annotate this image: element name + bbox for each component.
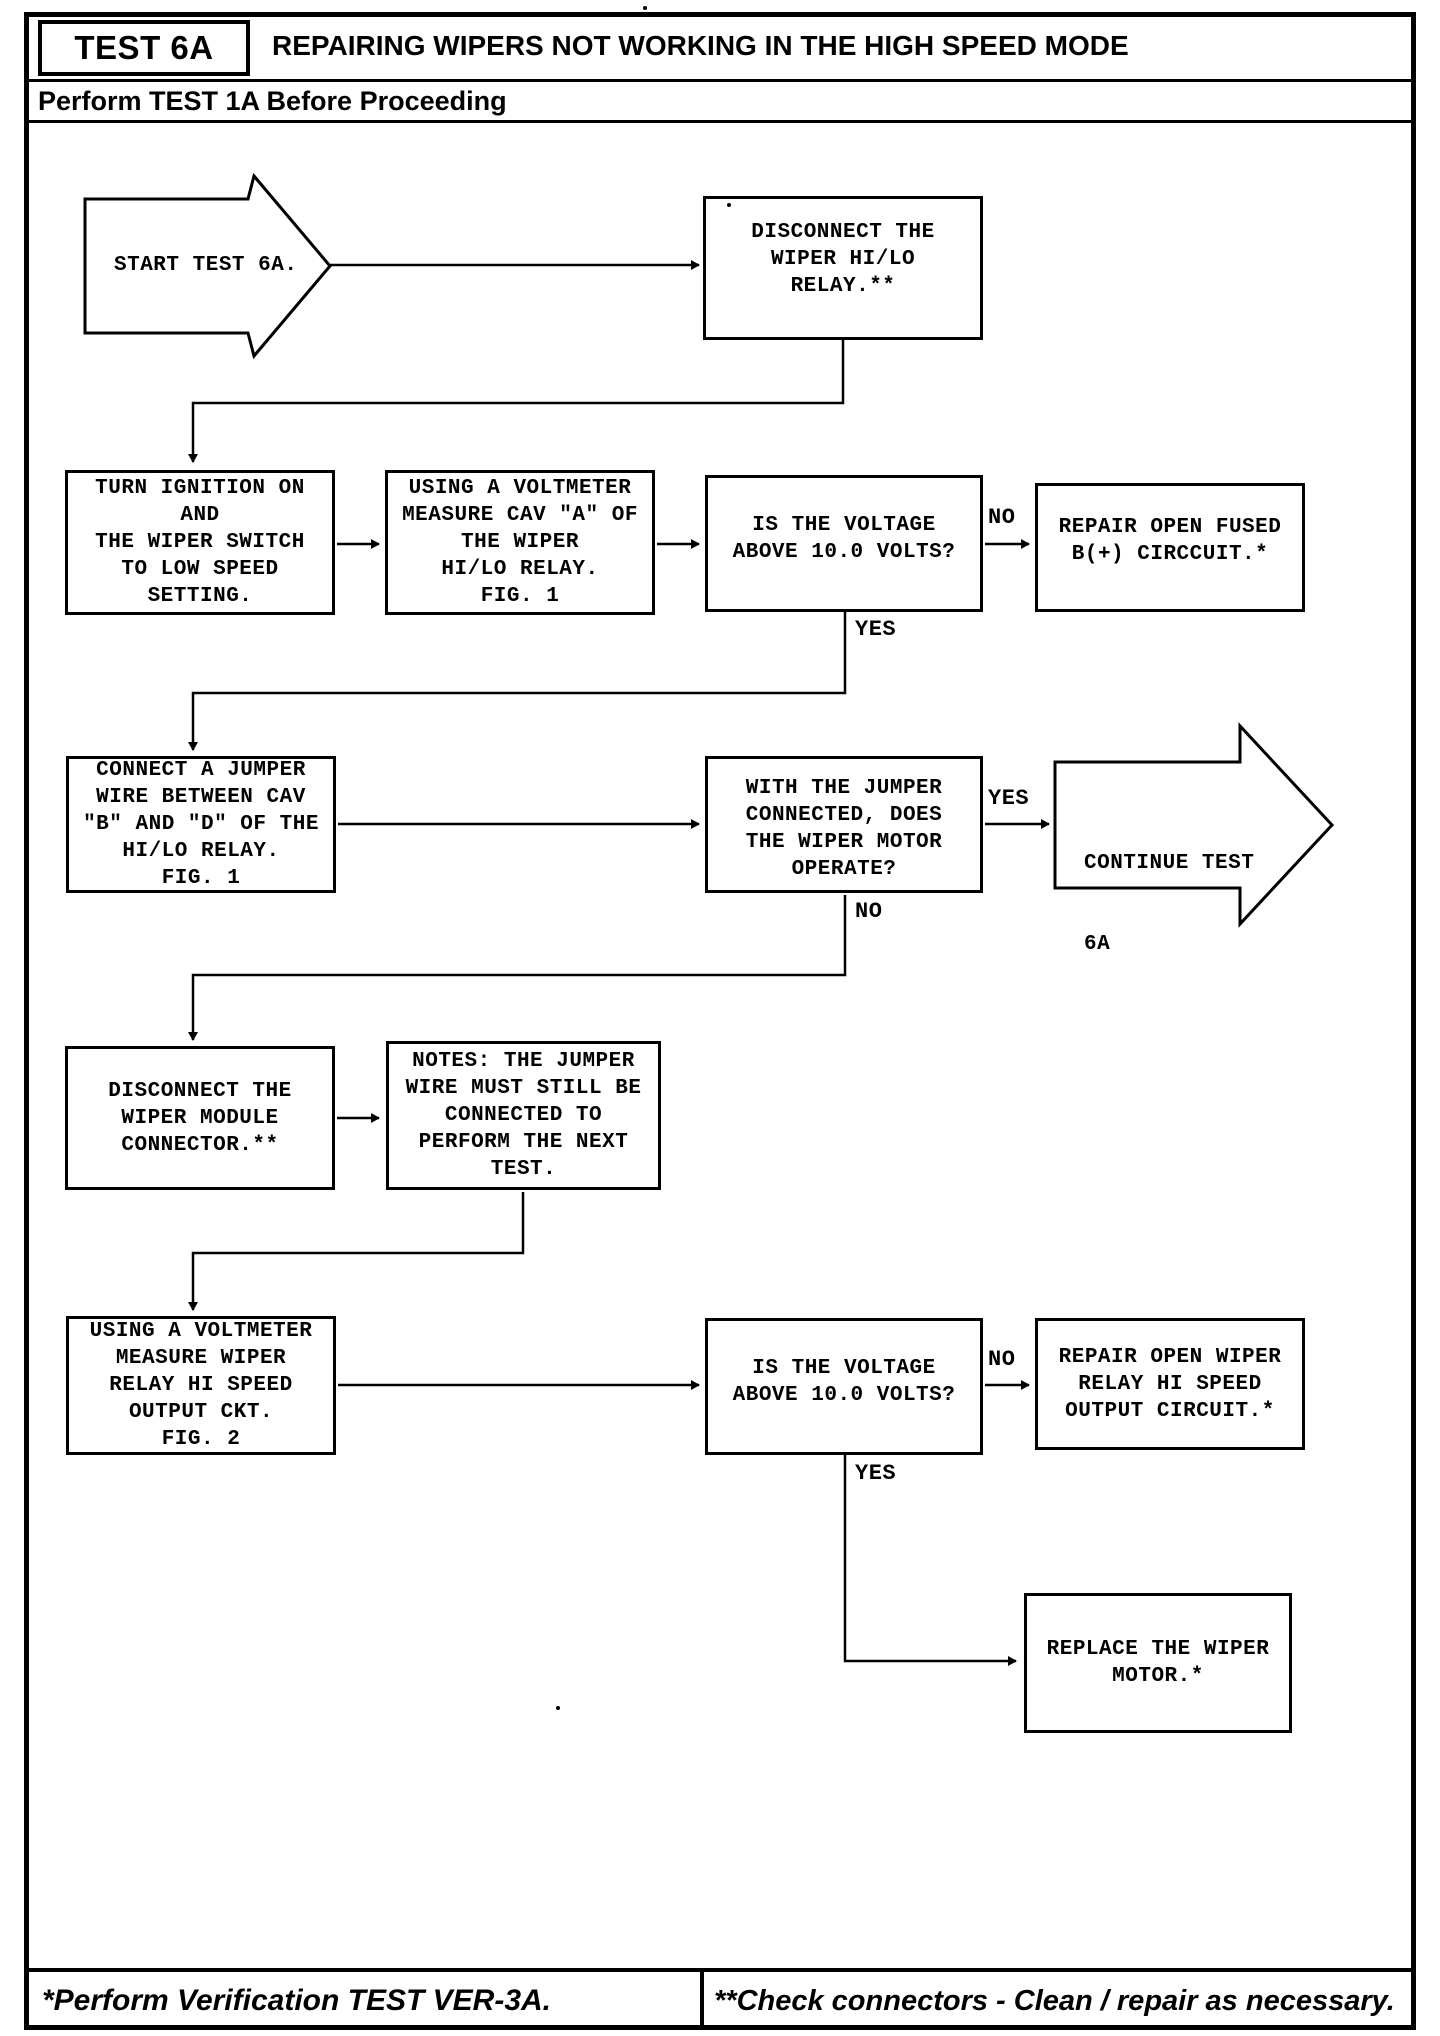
node-text-line: CONNECTOR.** — [121, 1133, 279, 1157]
node-text-line: AND — [180, 504, 220, 527]
scan-artifact-dot — [727, 203, 731, 207]
node-text-line: THE WIPER MOTOR — [745, 831, 943, 854]
node-measure-hi-speed — [66, 1316, 336, 1455]
node-text-line: OUTPUT CKT. — [128, 1401, 274, 1424]
node-text-line: RELAY.** — [790, 275, 896, 298]
footer-divider — [29, 1968, 1411, 1972]
node-text-line: DISCONNECT THE — [108, 1079, 292, 1103]
scan-artifact-dot — [556, 1706, 560, 1710]
node-text-line: IS THE VOLTAGE — [752, 1357, 936, 1380]
node-text-line: CONTINUE TEST — [1084, 852, 1255, 875]
node-text-line: HI/LO RELAY. — [441, 558, 599, 581]
branch-label-yes-3: YES — [855, 1461, 897, 1486]
node-text-line: FIG. 2 — [161, 1428, 241, 1451]
node-text-line: WIPER MODULE — [121, 1106, 279, 1130]
node-repair-hi-speed — [1035, 1318, 1305, 1450]
node-text-line: SETTING. — [147, 585, 253, 608]
scan-artifact-dot — [643, 6, 647, 10]
node-text-line: WITH THE JUMPER — [745, 777, 943, 800]
node-notes-jumper — [386, 1041, 661, 1190]
test-id-label: TEST 6A — [74, 29, 214, 66]
page-subtitle: Perform TEST 1A Before Proceeding — [38, 86, 507, 116]
node-turn-ignition — [65, 470, 335, 615]
node-repair-fused-b — [1035, 483, 1305, 612]
branch-label-no-2: NO — [855, 899, 883, 924]
node-voltage-check-1 — [705, 475, 983, 612]
branch-label-no-3: NO — [988, 1347, 1016, 1372]
node-start: START TEST 6A. — [114, 254, 298, 277]
node-text-line: THE WIPER — [461, 531, 579, 554]
node-text-line: THE WIPER SWITCH — [95, 531, 305, 554]
footer-right-note: **Check connectors - Clean / repair as necessary. — [714, 1985, 1395, 2017]
node-text-line: TO LOW SPEED — [121, 558, 279, 581]
node-text-line: OPERATE? — [791, 858, 897, 881]
page-title: REPAIRING WIPERS NOT WORKING IN THE HIGH SPEED MODE — [272, 30, 1129, 61]
node-text-line: IS THE VOLTAGE — [752, 514, 936, 537]
branch-label-yes-1: YES — [855, 617, 897, 642]
node-text-line: NOTES: THE JUMPER — [412, 1050, 635, 1073]
connector-notes-to-measure2 — [193, 1192, 523, 1310]
node-text-line: DISCONNECT THE — [751, 221, 935, 244]
node-text-line: ABOVE 10.0 VOLTS? — [732, 541, 956, 564]
connector-no-to-module — [193, 895, 845, 1040]
node-text-line: FIG. 1 — [161, 867, 241, 890]
node-text-line: REPLACE THE WIPER — [1046, 1638, 1270, 1661]
footer-column-divider — [700, 1968, 704, 2027]
node-text-line: WIPER HI/LO — [770, 248, 916, 271]
node-jumper-motor-check — [705, 756, 983, 893]
node-text-line: MEASURE WIPER — [115, 1347, 287, 1370]
node-text-line: CONNECTED, DOES — [745, 804, 943, 827]
node-text-line: HI/LO RELAY. — [122, 840, 280, 863]
node-disconnect-relay — [703, 196, 983, 340]
node-text-line: WIRE MUST STILL BE — [405, 1077, 642, 1100]
node-text-line: FIG. 1 — [480, 585, 560, 608]
node-text-line: 6A — [1084, 933, 1111, 956]
node-text-line: USING A VOLTMETER — [408, 477, 632, 500]
node-text-line: REPAIR OPEN FUSED — [1058, 516, 1282, 539]
branch-label-yes-2: YES — [988, 786, 1030, 811]
connector-yes-to-jumper — [193, 612, 845, 750]
node-text-line: CONNECT A JUMPER — [96, 759, 306, 782]
node-text-line: ABOVE 10.0 VOLTS? — [732, 1384, 956, 1407]
node-text-line: CONNECTED TO — [444, 1104, 603, 1127]
node-measure-cav-a — [385, 470, 655, 615]
node-text-line: MOTOR.* — [1112, 1665, 1204, 1688]
node-connect-jumper — [66, 756, 336, 893]
node-continue-test — [1084, 796, 1254, 1012]
footer-left-note: *Perform Verification TEST VER-3A. — [42, 1984, 552, 2017]
node-text-line: USING A VOLTMETER — [89, 1320, 313, 1343]
node-voltage-check-2 — [705, 1318, 983, 1455]
node-text-line: RELAY HI SPEED — [109, 1374, 293, 1397]
node-text-line: OUTPUT CIRCUIT.* — [1065, 1399, 1275, 1423]
node-replace-motor — [1024, 1593, 1292, 1733]
node-text-line: TURN IGNITION ON — [95, 477, 305, 500]
node-text-line: B(+) CIRCCUIT.* — [1071, 543, 1269, 566]
node-text-line: RELAY HI SPEED — [1078, 1372, 1262, 1396]
node-text-line: REPAIR OPEN WIPER — [1058, 1345, 1282, 1369]
node-text-line: WIRE BETWEEN CAV — [96, 786, 306, 809]
node-text-line: "B" AND "D" OF THE — [83, 813, 319, 836]
node-text-line: PERFORM THE NEXT — [418, 1131, 629, 1154]
branch-label-no-1: NO — [988, 505, 1016, 530]
node-text-line: MEASURE CAV "A" OF — [402, 504, 638, 527]
node-disconnect-module — [65, 1046, 335, 1190]
connector-disconnect-to-ignition — [193, 340, 843, 462]
node-text-line: TEST. — [490, 1158, 557, 1181]
